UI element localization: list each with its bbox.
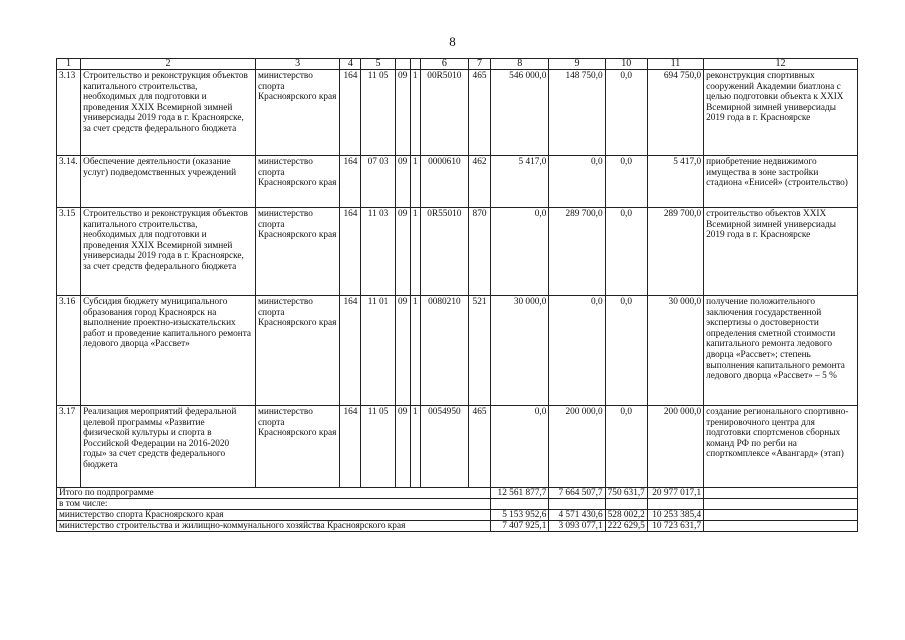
col-header: 10 xyxy=(605,59,647,70)
subprogram-code: 1 xyxy=(410,208,420,296)
subprogram-code: 1 xyxy=(410,406,420,488)
totals-row-total: 20 977 017,1 xyxy=(647,488,703,499)
program-code: 09 xyxy=(395,156,410,208)
breakdown-row-total: 10 723 631,7 xyxy=(647,521,703,532)
col-header: 9 xyxy=(549,59,605,70)
total-amount: 30 000,0 xyxy=(647,296,703,406)
year1-amount: 5 417,0 xyxy=(491,156,549,208)
grbs-code: 164 xyxy=(340,70,361,156)
totals-row-y3: 750 631,7 xyxy=(605,488,647,499)
including-row xyxy=(57,499,858,510)
including-row-label: в том числе: xyxy=(57,499,491,510)
measure-name: Строительство и реконструкция объектов капитального строительства, необходимых для подготовки и проведения XXIX Всемирной зимней универсиады 2019 года в г. Красноярске, за счет средств федерального бюджета xyxy=(81,70,256,156)
responsible-org: министерство спорта Красноярского края xyxy=(255,296,339,406)
year3-amount: 0,0 xyxy=(605,208,647,296)
expense-type-code: 465 xyxy=(468,406,490,488)
grbs-code: 164 xyxy=(340,406,361,488)
measure-name: Субсидия бюджету муниципального образования город Красноярск на выполнение проектно-изыскательских работ и проведение капитального ремонта ледового дворца «Рассвет» xyxy=(81,296,256,406)
year2-amount: 0,0 xyxy=(549,296,605,406)
target-item-code: 00R5010 xyxy=(420,70,468,156)
responsible-org: министерство спорта Красноярского края xyxy=(255,156,339,208)
table-row xyxy=(57,70,858,156)
section-code: 11 05 xyxy=(361,406,395,488)
target-item-code: 0000610 xyxy=(420,156,468,208)
including-row-total xyxy=(647,499,703,510)
col-header: 7 xyxy=(468,59,490,70)
expected-result: реконструкция спортивных сооружений Академии биатлона с целью подготовки объекта к XXIX Всемирной зимней универсиады 2019 года в г. Красноярске xyxy=(704,70,858,156)
breakdown-row-label: министерство строительства и жилищно-коммунального хозяйства Красноярского края xyxy=(57,521,491,532)
col-header: 3 xyxy=(255,59,339,70)
row-number: 3.13 xyxy=(57,70,81,156)
responsible-org: министерство спорта Красноярского края xyxy=(255,208,339,296)
expense-type-code: 462 xyxy=(468,156,490,208)
subprogram-code: 1 xyxy=(410,70,420,156)
year1-amount: 30 000,0 xyxy=(491,296,549,406)
breakdown-row-y2: 3 093 077,1 xyxy=(549,521,605,532)
breakdown-row xyxy=(57,510,858,521)
section-code: 11 01 xyxy=(361,296,395,406)
year2-amount: 289 700,0 xyxy=(549,208,605,296)
grbs-code: 164 xyxy=(340,208,361,296)
expected-result: строительство объектов XXIX Всемирной зимней универсиады 2019 года в г. Красноярске xyxy=(704,208,858,296)
totals-row xyxy=(57,488,858,499)
responsible-org: министерство спорта Красноярского края xyxy=(255,70,339,156)
total-amount: 694 750,0 xyxy=(647,70,703,156)
table-row xyxy=(57,406,858,488)
breakdown-row-label: министерство спорта Красноярского края xyxy=(57,510,491,521)
subprogram-code: 1 xyxy=(410,296,420,406)
measure-name: Строительство и реконструкция объектов капитального строительства, необходимых для подготовки и проведения XXIX Всемирной зимней универсиады 2019 года в г. Красноярске, за счет средств федерального бюджета xyxy=(81,208,256,296)
program-table xyxy=(56,58,858,532)
year3-amount: 0,0 xyxy=(605,296,647,406)
total-amount: 200 000,0 xyxy=(647,406,703,488)
year3-amount: 0,0 xyxy=(605,156,647,208)
including-row-y3 xyxy=(605,499,647,510)
section-code: 11 05 xyxy=(361,70,395,156)
target-item-code: 0080210 xyxy=(420,296,468,406)
row-number: 3.14. xyxy=(57,156,81,208)
program-code: 09 xyxy=(395,406,410,488)
year1-amount: 0,0 xyxy=(491,208,549,296)
expected-result: получение положительного заключения государственной экспертизы о достоверности определения сметной стоимости капитального ремонта ледового дворца «Рассвет»; степень выполнения капитального ремонта ледового дворца «Рассвет» – 5 % xyxy=(704,296,858,406)
measure-name: Реализация мероприятий федеральной целевой программы «Развитие физической культуры и спорта в Российской Федерации на 2016-2020 годы» за счет средств федерального бюджета xyxy=(81,406,256,488)
year2-amount: 200 000,0 xyxy=(549,406,605,488)
header-row xyxy=(57,59,858,70)
totals-row-result xyxy=(704,488,858,499)
totals-row-y1: 12 561 877,7 xyxy=(491,488,549,499)
row-number: 3.16 xyxy=(57,296,81,406)
year2-amount: 148 750,0 xyxy=(549,70,605,156)
col-header: 5 xyxy=(361,59,395,70)
table-row xyxy=(57,208,858,296)
col-header: 11 xyxy=(647,59,703,70)
breakdown-row-y3: 222 629,5 xyxy=(605,521,647,532)
including-row-y1 xyxy=(491,499,549,510)
table-row xyxy=(57,156,858,208)
table-row xyxy=(57,296,858,406)
col-header: 6 xyxy=(420,59,468,70)
target-item-code: 0054950 xyxy=(420,406,468,488)
col-header: 1 xyxy=(57,59,81,70)
expense-type-code: 521 xyxy=(468,296,490,406)
col-header: 2 xyxy=(81,59,256,70)
col-header: 12 xyxy=(704,59,858,70)
expense-type-code: 465 xyxy=(468,70,490,156)
row-number: 3.17 xyxy=(57,406,81,488)
year1-amount: 0,0 xyxy=(491,406,549,488)
including-row-y2 xyxy=(549,499,605,510)
year1-amount: 546 000,0 xyxy=(491,70,549,156)
measure-name: Обеспечение деятельности (оказание услуг) подведомственных учреждений xyxy=(81,156,256,208)
expected-result: создание регионального спортивно-тренировочного центра для подготовки спортсменов сборных команд РФ по регби на спорткомплексе «Авангард» (этап) xyxy=(704,406,858,488)
grbs-code: 164 xyxy=(340,296,361,406)
col-header xyxy=(395,59,410,70)
target-item-code: 0R55010 xyxy=(420,208,468,296)
program-code: 09 xyxy=(395,296,410,406)
breakdown-row-y1: 5 153 952,6 xyxy=(491,510,549,521)
breakdown-row-result xyxy=(704,521,858,532)
expense-type-code: 870 xyxy=(468,208,490,296)
table-body xyxy=(57,59,858,532)
page-number: 8 xyxy=(449,34,456,49)
program-code: 09 xyxy=(395,70,410,156)
subprogram-code: 1 xyxy=(410,156,420,208)
including-row-result xyxy=(704,499,858,510)
breakdown-row-result xyxy=(704,510,858,521)
year2-amount: 0,0 xyxy=(549,156,605,208)
year3-amount: 0,0 xyxy=(605,70,647,156)
col-header: 8 xyxy=(491,59,549,70)
total-amount: 5 417,0 xyxy=(647,156,703,208)
col-header: 4 xyxy=(340,59,361,70)
row-number: 3.15 xyxy=(57,208,81,296)
breakdown-row-y3: 528 002,2 xyxy=(605,510,647,521)
breakdown-row-total: 10 253 385,4 xyxy=(647,510,703,521)
total-amount: 289 700,0 xyxy=(647,208,703,296)
breakdown-row xyxy=(57,521,858,532)
col-header xyxy=(410,59,420,70)
breakdown-row-y2: 4 571 430,6 xyxy=(549,510,605,521)
section-code: 07 03 xyxy=(361,156,395,208)
breakdown-row-y1: 7 407 925,1 xyxy=(491,521,549,532)
totals-row-y2: 7 664 507,7 xyxy=(549,488,605,499)
expected-result: приобретение недвижимого имущества в зоне застройки стадиона «Енисей» (строительство) xyxy=(704,156,858,208)
responsible-org: министерство спорта Красноярского края xyxy=(255,406,339,488)
year3-amount: 0,0 xyxy=(605,406,647,488)
section-code: 11 03 xyxy=(361,208,395,296)
totals-row-label: Итого по подпрограмме xyxy=(57,488,491,499)
grbs-code: 164 xyxy=(340,156,361,208)
program-code: 09 xyxy=(395,208,410,296)
